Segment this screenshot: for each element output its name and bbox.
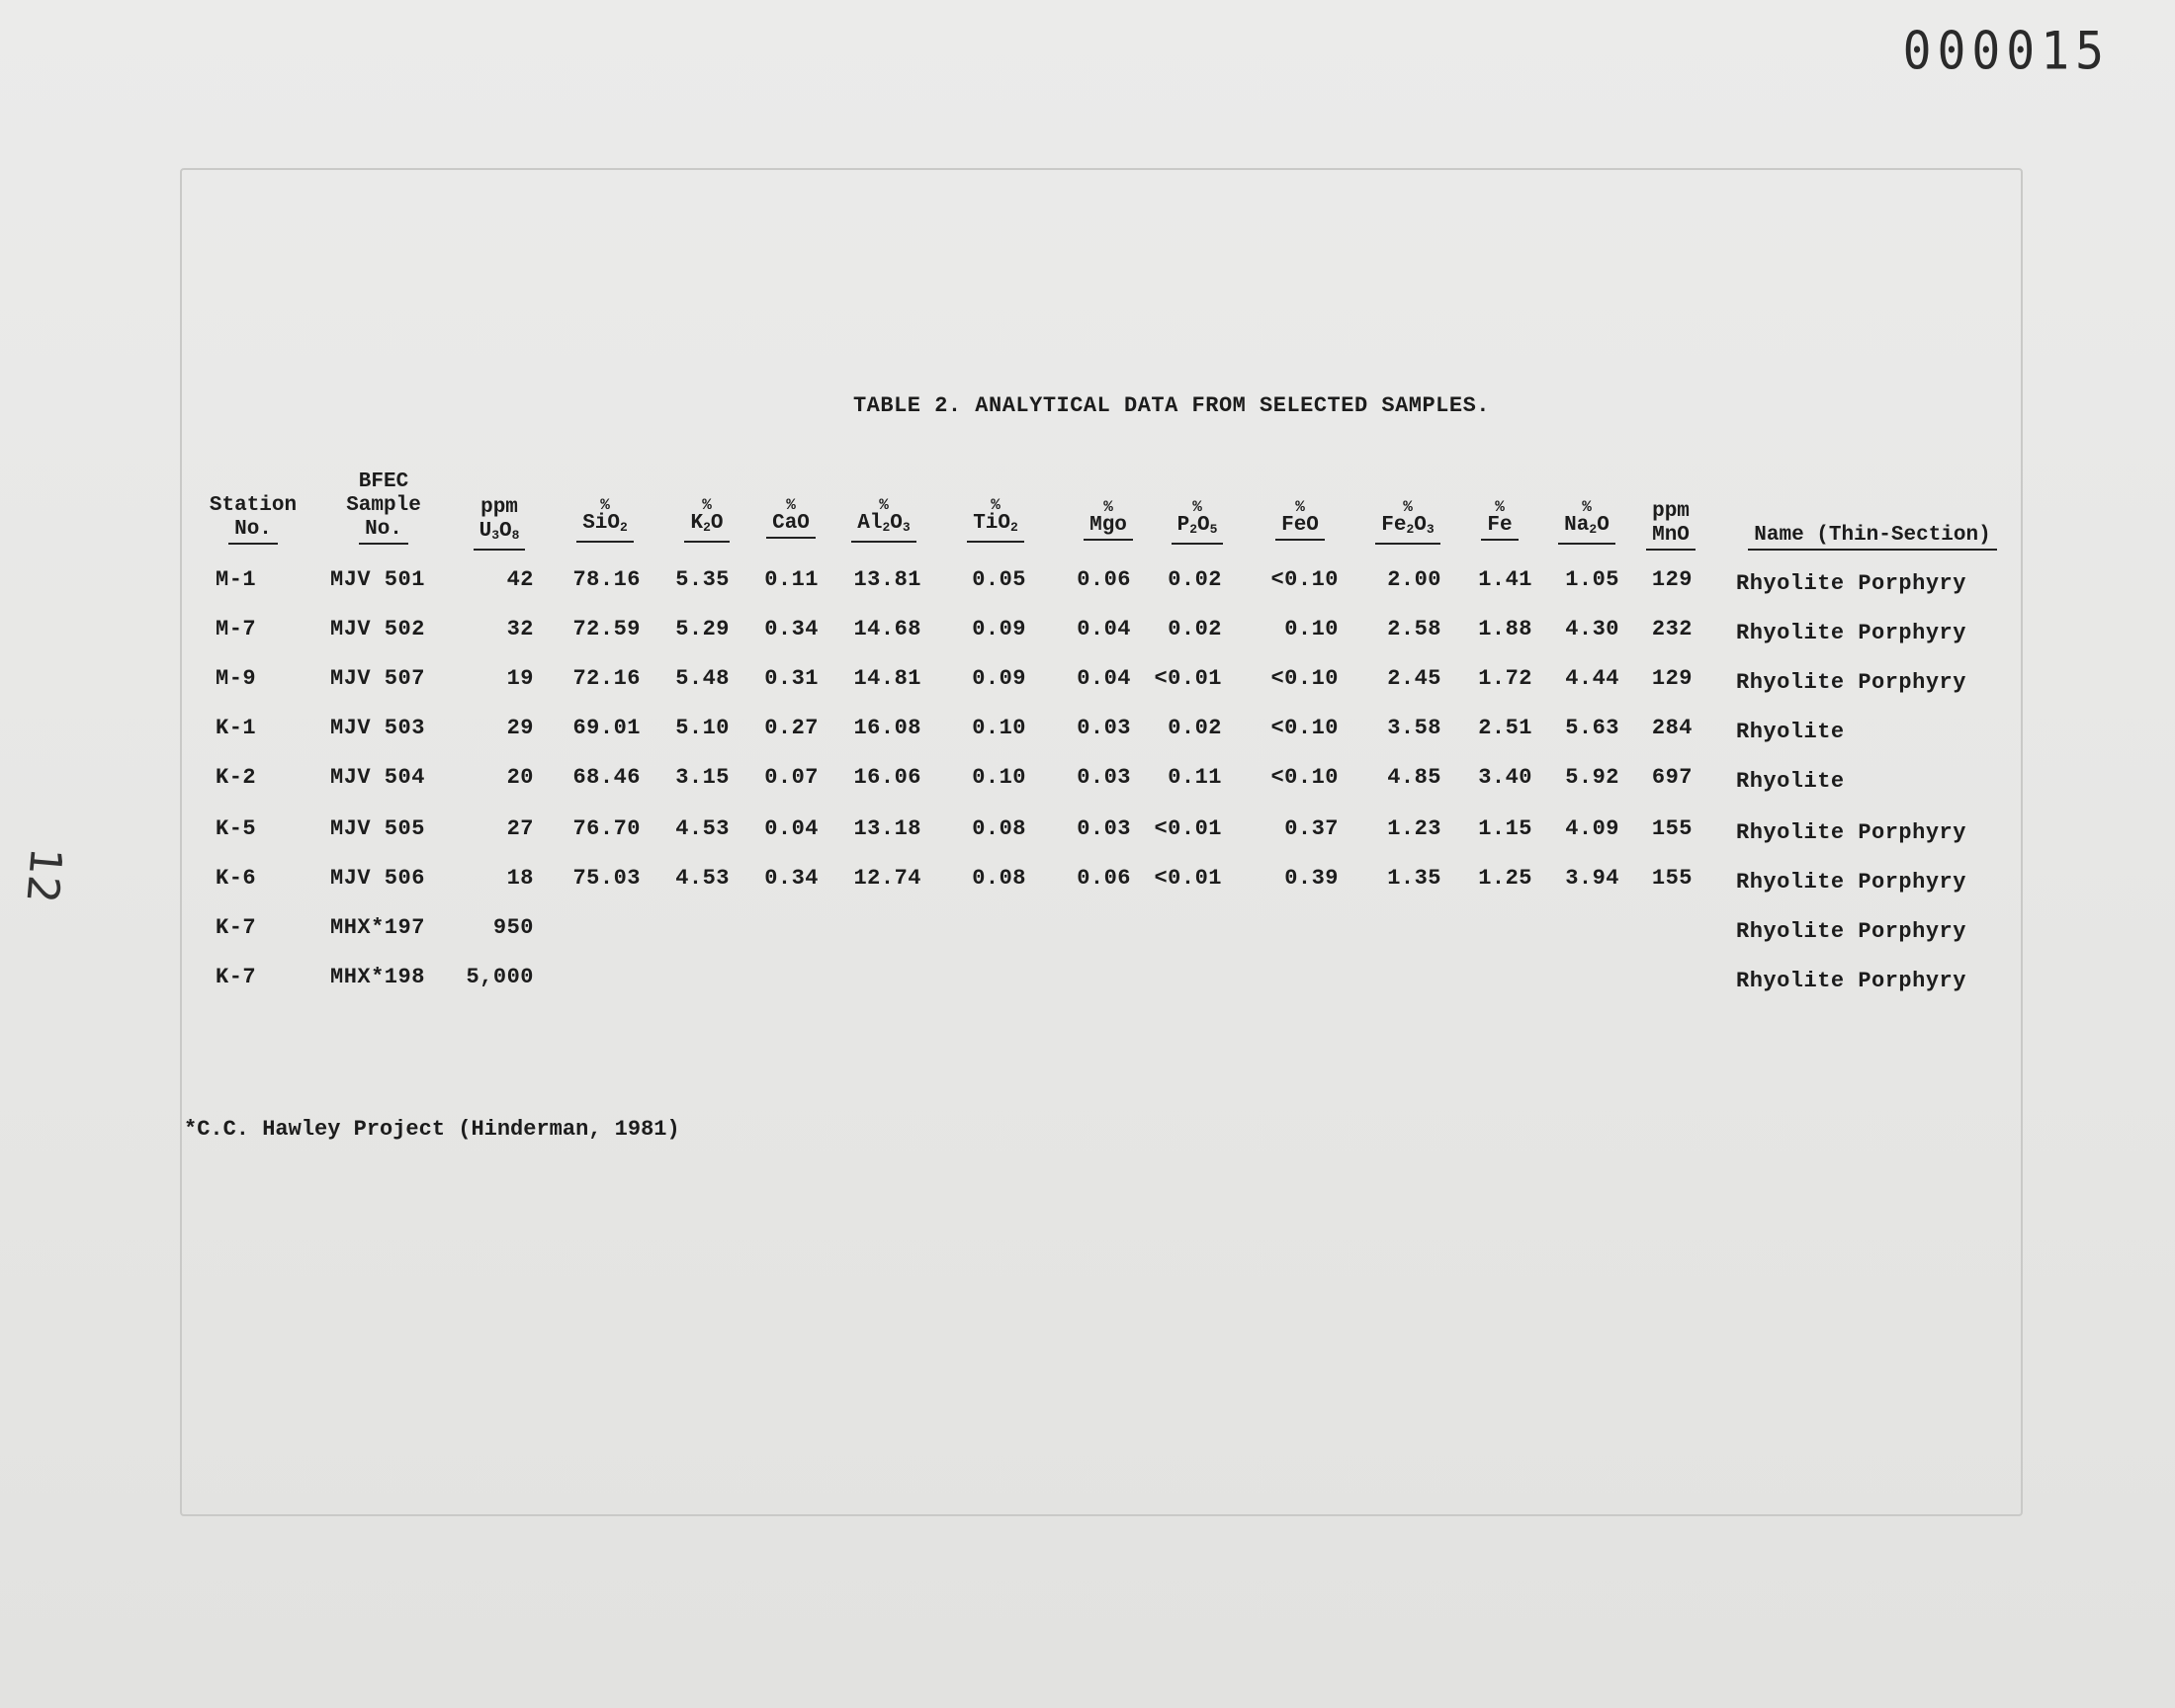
cell-u3o8: 18	[506, 866, 534, 891]
cell-cao: 0.27	[764, 716, 819, 740]
cell-fe2o3: 2.00	[1387, 567, 1441, 592]
cell-u3o8: 19	[506, 666, 534, 691]
header-na2o	[1546, 500, 1627, 545]
cell-k2o: 5.35	[675, 567, 730, 592]
cell-sample: MJV 504	[330, 765, 425, 790]
cell-na2o: 3.94	[1565, 866, 1619, 891]
cell-fe2o3: 2.58	[1387, 617, 1441, 641]
header-mgo-label: Mgo	[1084, 514, 1133, 541]
header-tio2	[951, 498, 1040, 543]
cell-sio2: 68.46	[572, 765, 641, 790]
cell-name: Rhyolite Porphyry	[1736, 919, 1966, 944]
cell-mno: 129	[1651, 567, 1693, 592]
page-number: 000015	[1902, 21, 2110, 82]
cell-p2o5: 0.02	[1168, 567, 1222, 592]
cell-cao: 0.07	[764, 765, 819, 790]
cell-na2o: 4.30	[1565, 617, 1619, 641]
cell-mgo: 0.06	[1077, 567, 1131, 592]
cell-na2o: 5.63	[1565, 716, 1619, 740]
cell-p2o5: <0.01	[1154, 666, 1222, 691]
cell-fe2o3: 1.35	[1387, 866, 1441, 891]
cell-station: K-2	[216, 765, 257, 790]
cell-mgo: 0.03	[1077, 816, 1131, 841]
header-station-line2: No.	[228, 518, 278, 545]
header-mgo-unit: %	[1103, 498, 1113, 516]
cell-sio2: 72.16	[572, 666, 641, 691]
cell-mgo: 0.03	[1077, 765, 1131, 790]
cell-sample: MJV 506	[330, 866, 425, 891]
header-k2o-label: $K_2O$	[684, 512, 729, 543]
cell-sample: MJV 503	[330, 716, 425, 740]
cell-mno: 155	[1651, 866, 1693, 891]
cell-mno: 129	[1651, 666, 1693, 691]
cell-u3o8: 32	[506, 617, 534, 641]
cell-station: M-1	[216, 567, 257, 592]
header-mno	[1637, 500, 1704, 551]
cell-k2o: 5.10	[675, 716, 730, 740]
cell-p2o5: <0.01	[1154, 866, 1222, 891]
cell-sio2: 78.16	[572, 567, 641, 592]
cell-fe: 1.72	[1478, 666, 1532, 691]
cell-tio2: 0.10	[972, 716, 1026, 740]
cell-fe2o3: 4.85	[1387, 765, 1441, 790]
cell-tio2: 0.08	[972, 816, 1026, 841]
cell-station: K-5	[216, 816, 257, 841]
cell-sio2: 75.03	[572, 866, 641, 891]
header-station-line1: Station	[209, 494, 298, 517]
cell-na2o: 1.05	[1565, 567, 1619, 592]
cell-cao: 0.34	[764, 866, 819, 891]
header-p2o5	[1153, 500, 1242, 545]
header-cao	[753, 498, 828, 539]
cell-station: M-9	[216, 666, 257, 691]
cell-sample: MHX*197	[330, 915, 425, 940]
cell-sample: MJV 502	[330, 617, 425, 641]
cell-fe: 1.41	[1478, 567, 1532, 592]
cell-feo: 0.39	[1284, 866, 1339, 891]
cell-name: Rhyolite Porphyry	[1736, 870, 1966, 895]
cell-k2o: 4.53	[675, 866, 730, 891]
cell-u3o8: 5,000	[466, 965, 534, 989]
cell-cao: 0.11	[764, 567, 819, 592]
header-u3o8-unit: ppm	[480, 496, 518, 519]
header-sample-line1: BFEC	[358, 470, 409, 493]
cell-mno: 155	[1651, 816, 1693, 841]
header-mgo	[1064, 500, 1153, 541]
cell-al2o3: 14.68	[853, 617, 921, 641]
header-al2o3	[836, 498, 931, 543]
header-sio2-label: SiO$_2$	[576, 512, 634, 543]
cell-al2o3: 13.81	[853, 567, 921, 592]
cell-tio2: 0.10	[972, 765, 1026, 790]
header-sample	[324, 470, 443, 545]
cell-sample: MJV 505	[330, 816, 425, 841]
cell-k2o: 4.53	[675, 816, 730, 841]
cell-u3o8: 20	[506, 765, 534, 790]
header-sample-line2: Sample	[346, 494, 421, 517]
header-feo-label: FeO	[1275, 514, 1325, 541]
cell-sio2: 76.70	[572, 816, 641, 841]
cell-station: K-7	[216, 965, 257, 989]
cell-station: K-6	[216, 866, 257, 891]
header-k2o-unit: %	[702, 496, 712, 514]
cell-station: K-7	[216, 915, 257, 940]
cell-name: Rhyolite	[1736, 720, 1845, 744]
header-name	[1724, 524, 2021, 551]
cell-u3o8: 27	[506, 816, 534, 841]
cell-k2o: 3.15	[675, 765, 730, 790]
cell-sample: MJV 501	[330, 567, 425, 592]
header-al2o3-label: $Al_2O_3$	[851, 512, 915, 543]
cell-cao: 0.04	[764, 816, 819, 841]
header-fe2o3	[1358, 500, 1457, 545]
cell-feo: <0.10	[1270, 567, 1339, 592]
cell-sample: MHX*198	[330, 965, 425, 989]
header-sio2-unit: %	[600, 496, 610, 514]
cell-al2o3: 14.81	[853, 666, 921, 691]
cell-station: M-7	[216, 617, 257, 641]
cell-feo: <0.10	[1270, 716, 1339, 740]
cell-na2o: 4.09	[1565, 816, 1619, 841]
cell-name: Rhyolite Porphyry	[1736, 820, 1966, 845]
header-fe	[1467, 500, 1532, 541]
cell-sio2: 72.59	[572, 617, 641, 641]
header-cao-label: CaO	[766, 512, 816, 539]
table-title: TABLE 2. ANALYTICAL DATA FROM SELECTED SAMPLES.	[852, 393, 1490, 418]
header-sio2	[564, 498, 647, 543]
header-cao-unit: %	[786, 496, 796, 514]
cell-u3o8: 29	[506, 716, 534, 740]
cell-tio2: 0.08	[972, 866, 1026, 891]
cell-mno: 697	[1651, 765, 1693, 790]
header-name-label: Name (Thin-Section)	[1748, 524, 1996, 551]
cell-mgo: 0.06	[1077, 866, 1131, 891]
cell-mgo: 0.03	[1077, 716, 1131, 740]
cell-name: Rhyolite Porphyry	[1736, 621, 1966, 645]
header-fe-unit: %	[1495, 498, 1505, 516]
header-fe-label: Fe	[1481, 514, 1518, 541]
header-k2o	[668, 498, 745, 543]
header-fe2o3-label: $Fe_2O_3$	[1375, 514, 1439, 545]
cell-al2o3: 12.74	[853, 866, 921, 891]
header-station	[198, 494, 308, 545]
cell-mgo: 0.04	[1077, 617, 1131, 641]
cell-p2o5: 0.02	[1168, 716, 1222, 740]
cell-al2o3: 13.18	[853, 816, 921, 841]
cell-p2o5: <0.01	[1154, 816, 1222, 841]
cell-tio2: 0.09	[972, 617, 1026, 641]
cell-fe2o3: 1.23	[1387, 816, 1441, 841]
cell-al2o3: 16.06	[853, 765, 921, 790]
cell-name: Rhyolite Porphyry	[1736, 969, 1966, 993]
cell-name: Rhyolite Porphyry	[1736, 571, 1966, 596]
cell-tio2: 0.05	[972, 567, 1026, 592]
header-tio2-unit: %	[991, 496, 1000, 514]
header-feo	[1256, 500, 1345, 541]
header-tio2-label: TiO$_2$	[967, 512, 1024, 543]
cell-sio2: 69.01	[572, 716, 641, 740]
handwritten-margin-note: 12	[16, 845, 72, 905]
cell-fe: 2.51	[1478, 716, 1532, 740]
cell-station: K-1	[216, 716, 257, 740]
cell-fe: 1.15	[1478, 816, 1532, 841]
cell-fe: 1.25	[1478, 866, 1532, 891]
header-u3o8	[463, 496, 536, 551]
cell-feo: 0.10	[1284, 617, 1339, 641]
cell-mno: 232	[1651, 617, 1693, 641]
cell-al2o3: 16.08	[853, 716, 921, 740]
cell-u3o8: 950	[492, 915, 534, 940]
header-na2o-unit: %	[1582, 498, 1592, 516]
header-sample-line3: No.	[359, 518, 408, 545]
header-feo-unit: %	[1295, 498, 1305, 516]
cell-name: Rhyolite Porphyry	[1736, 670, 1966, 695]
cell-p2o5: 0.11	[1168, 765, 1222, 790]
cell-cao: 0.31	[764, 666, 819, 691]
cell-mno: 284	[1651, 716, 1693, 740]
cell-fe2o3: 2.45	[1387, 666, 1441, 691]
cell-na2o: 4.44	[1565, 666, 1619, 691]
cell-fe: 1.88	[1478, 617, 1532, 641]
header-al2o3-unit: %	[879, 496, 889, 514]
header-u3o8-label: $U_3O_8$	[474, 520, 526, 551]
cell-fe2o3: 3.58	[1387, 716, 1441, 740]
cell-k2o: 5.48	[675, 666, 730, 691]
footnote: *C.C. Hawley Project (Hinderman, 1981)	[184, 1117, 680, 1142]
cell-k2o: 5.29	[675, 617, 730, 641]
header-p2o5-unit: %	[1192, 498, 1202, 516]
cell-na2o: 5.92	[1565, 765, 1619, 790]
header-mno-unit: ppm	[1652, 500, 1690, 523]
cell-tio2: 0.09	[972, 666, 1026, 691]
cell-feo: <0.10	[1270, 765, 1339, 790]
cell-sample: MJV 507	[330, 666, 425, 691]
cell-fe: 3.40	[1478, 765, 1532, 790]
cell-name: Rhyolite	[1736, 769, 1845, 794]
header-mno-label: MnO	[1646, 524, 1696, 551]
cell-feo: <0.10	[1270, 666, 1339, 691]
cell-cao: 0.34	[764, 617, 819, 641]
header-na2o-label: $Na_2O$	[1558, 514, 1615, 545]
cell-u3o8: 42	[506, 567, 534, 592]
cell-p2o5: 0.02	[1168, 617, 1222, 641]
header-fe2o3-unit: %	[1403, 498, 1413, 516]
cell-feo: 0.37	[1284, 816, 1339, 841]
cell-mgo: 0.04	[1077, 666, 1131, 691]
header-p2o5-label: $P_2O_5$	[1172, 514, 1224, 545]
